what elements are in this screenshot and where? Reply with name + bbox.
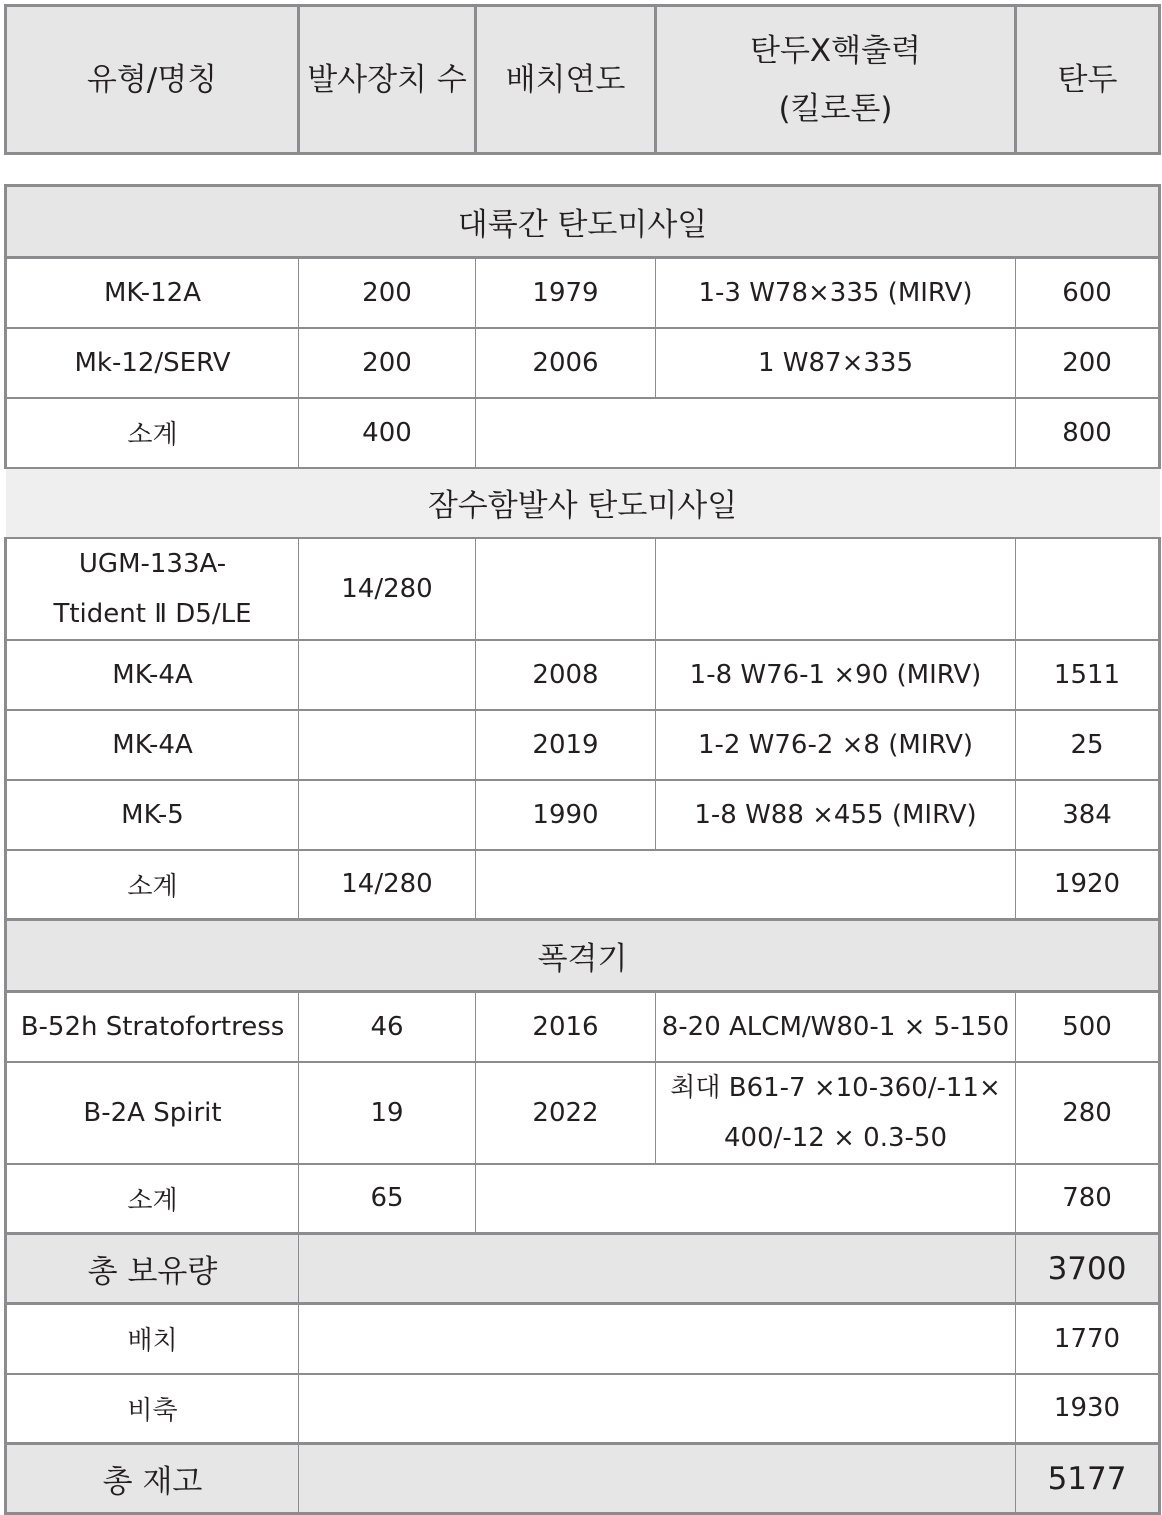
cell-total-count: 5177: [1016, 1444, 1160, 1514]
cell-subtotal-label: 소계: [6, 850, 299, 920]
header-warhead-yield-line1: 탄두X핵출력: [750, 32, 921, 69]
cell-count: 25: [1016, 710, 1160, 780]
cell-name: Mk-12/SERV: [6, 328, 299, 398]
cell-empty: [299, 1444, 1016, 1514]
table-row: [6, 780, 1160, 850]
cell-year: 1979: [476, 258, 656, 328]
cell-launchers: [299, 640, 476, 710]
section-title-icbm: 대륙간 탄도미사일: [6, 186, 1160, 258]
cell-warhead: 8-20 ALCM/W80-1 × 5-150: [656, 992, 1016, 1062]
cell-name: B-2A Spirit: [6, 1062, 299, 1164]
cell-warhead: 1 W87×335: [656, 328, 1016, 398]
cell-year: 2008: [476, 640, 656, 710]
cell-empty: [476, 850, 1016, 920]
cell-count: 280: [1016, 1062, 1160, 1164]
cell-launchers: 46: [299, 992, 476, 1062]
cell-label: 비축: [6, 1374, 299, 1444]
table-row: [6, 538, 1160, 640]
cell-year: [476, 538, 656, 640]
header-table: [4, 4, 1161, 155]
cell-name-line1: UGM-133A-: [78, 548, 227, 579]
cell-name: MK-4A: [6, 640, 299, 710]
subtotal-row-icbm: [6, 398, 1160, 468]
reserve-row: [6, 1374, 1160, 1444]
cell-subtotal-launchers: 14/280: [299, 850, 476, 920]
cell-count: 600: [1016, 258, 1160, 328]
section-row-icbm: [6, 186, 1160, 258]
cell-warhead: [656, 1062, 1016, 1164]
cell-count: 200: [1016, 328, 1160, 398]
cell-launchers: 200: [299, 258, 476, 328]
cell-subtotal-launchers: 65: [299, 1164, 476, 1234]
table-row: [6, 992, 1160, 1062]
table-row: [6, 640, 1160, 710]
cell-name: MK-4A: [6, 710, 299, 780]
cell-empty: [299, 1234, 1016, 1304]
header-warhead-yield-line2: (킬로톤): [778, 90, 893, 127]
header-deploy-year: 배치연도: [476, 6, 656, 154]
header-warheads: 탄두: [1016, 6, 1160, 154]
cell-warhead-line1: 최대 B61-7 ×10-360/-11×: [670, 1072, 1001, 1103]
subtotal-row-slbm: [6, 850, 1160, 920]
cell-year: 2019: [476, 710, 656, 780]
section-row-slbm: [6, 468, 1160, 538]
table-row: [6, 258, 1160, 328]
cell-subtotal-count: 780: [1016, 1164, 1160, 1234]
table-row: [6, 710, 1160, 780]
cell-name: B-52h Stratofortress: [6, 992, 299, 1062]
total-stock-row: [6, 1444, 1160, 1514]
cell-name: [6, 538, 299, 640]
cell-count: 1770: [1016, 1304, 1160, 1374]
header-type-name: 유형/명칭: [6, 6, 299, 154]
cell-count: [1016, 538, 1160, 640]
cell-empty: [299, 1304, 1016, 1374]
cell-year: 1990: [476, 780, 656, 850]
section-title-slbm: 잠수함발사 탄도미사일: [6, 468, 1160, 538]
cell-name-line2: Ttident Ⅱ D5/LE: [53, 598, 252, 629]
header-row: [6, 6, 1160, 154]
section-row-bomber: [6, 920, 1160, 992]
cell-year: 2022: [476, 1062, 656, 1164]
cell-total-label: 총 보유량: [6, 1234, 299, 1304]
cell-warhead: 1-3 W78×335 (MIRV): [656, 258, 1016, 328]
cell-empty: [476, 398, 1016, 468]
deployed-row: [6, 1304, 1160, 1374]
cell-year: 2006: [476, 328, 656, 398]
table-row: [6, 328, 1160, 398]
header-warhead-yield: [656, 6, 1016, 154]
cell-count: 384: [1016, 780, 1160, 850]
subtotal-row-bomber: [6, 1164, 1160, 1234]
cell-count: 1511: [1016, 640, 1160, 710]
cell-launchers: 14/280: [299, 538, 476, 640]
cell-warhead: [656, 538, 1016, 640]
cell-label: 배치: [6, 1304, 299, 1374]
cell-empty: [476, 1164, 1016, 1234]
cell-subtotal-launchers: 400: [299, 398, 476, 468]
cell-warhead: 1-8 W76-1 ×90 (MIRV): [656, 640, 1016, 710]
cell-count: 1930: [1016, 1374, 1160, 1444]
cell-subtotal-count: 1920: [1016, 850, 1160, 920]
cell-launchers: [299, 710, 476, 780]
cell-total-count: 3700: [1016, 1234, 1160, 1304]
cell-year: 2016: [476, 992, 656, 1062]
cell-subtotal-count: 800: [1016, 398, 1160, 468]
cell-name: MK-5: [6, 780, 299, 850]
cell-launchers: [299, 780, 476, 850]
cell-warhead: 1-8 W88 ×455 (MIRV): [656, 780, 1016, 850]
header-launchers: 발사장치 수: [299, 6, 476, 154]
cell-subtotal-label: 소계: [6, 1164, 299, 1234]
cell-empty: [299, 1374, 1016, 1444]
cell-name: MK-12A: [6, 258, 299, 328]
cell-warhead-line2: 400/-12 × 0.3-50: [724, 1122, 947, 1153]
total-held-row: [6, 1234, 1160, 1304]
cell-launchers: 19: [299, 1062, 476, 1164]
cell-count: 500: [1016, 992, 1160, 1062]
cell-total-label: 총 재고: [6, 1444, 299, 1514]
cell-launchers: 200: [299, 328, 476, 398]
cell-subtotal-label: 소계: [6, 398, 299, 468]
table-row: [6, 1062, 1160, 1164]
section-title-bomber: 폭격기: [6, 920, 1160, 992]
cell-warhead: 1-2 W76-2 ×8 (MIRV): [656, 710, 1016, 780]
arsenal-table: [4, 184, 1161, 1515]
